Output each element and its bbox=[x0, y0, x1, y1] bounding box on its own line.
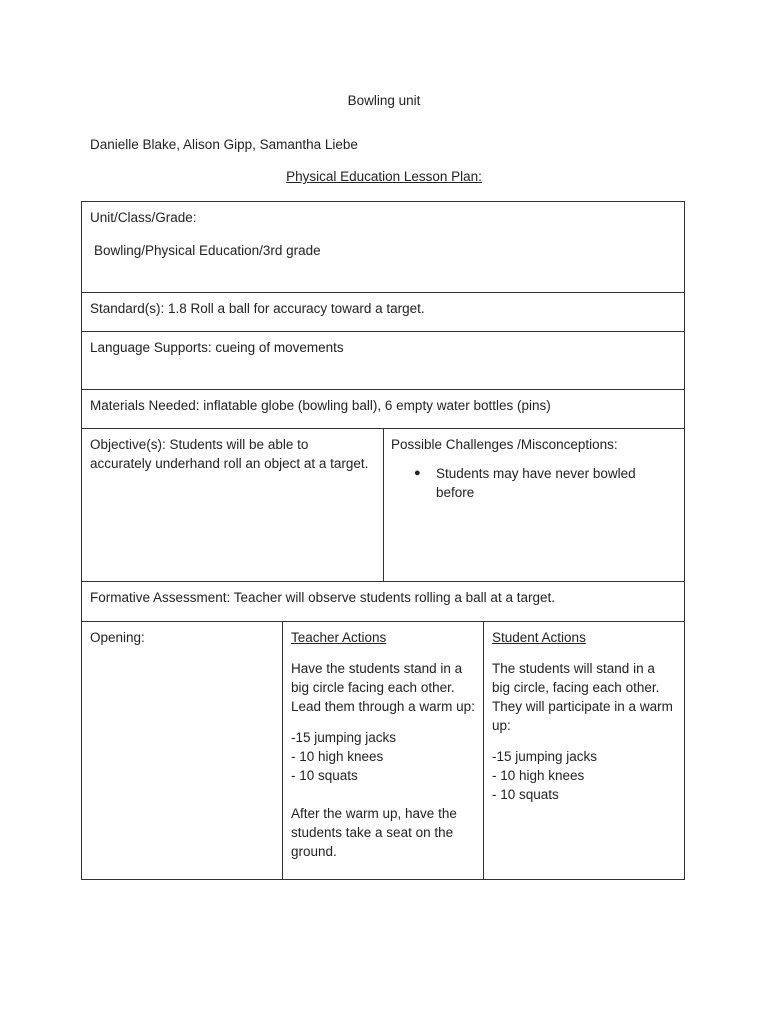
list-item: - 10 squats bbox=[492, 787, 559, 802]
standards-text: Standard(s): 1.8 Roll a ball for accuracy toward a target. bbox=[90, 301, 425, 316]
teacher-actions-followup: After the warm up, have the students take a seat on the ground. bbox=[291, 806, 457, 859]
objectives-row bbox=[81, 428, 685, 582]
unit-value: Bowling/Physical Education/3rd grade bbox=[94, 243, 321, 258]
authors: Danielle Blake, Alison Gipp, Samantha Liebe bbox=[90, 137, 358, 152]
challenges-list bbox=[391, 464, 676, 502]
formative-text: Formative Assessment: Teacher will observe students rolling a ball at a target. bbox=[90, 590, 555, 605]
opening-row bbox=[81, 621, 685, 880]
student-actions-header: Student Actions bbox=[492, 630, 586, 645]
student-actions-cell bbox=[492, 628, 676, 804]
teacher-actions-text: Have the students stand in a big circle facing each other. Lead them through a warm up: bbox=[291, 661, 475, 714]
list-item: -15 jumping jacks bbox=[291, 730, 397, 745]
challenges-label: Possible Challenges /Misconceptions: bbox=[391, 437, 618, 452]
language-supports-cell bbox=[81, 331, 685, 390]
document-title: Bowling unit bbox=[347, 93, 421, 108]
teacher-actions-cell bbox=[291, 628, 476, 861]
column-divider bbox=[282, 622, 283, 879]
standards-cell bbox=[81, 292, 685, 332]
materials-cell bbox=[81, 389, 685, 429]
teacher-actions-header: Teacher Actions bbox=[291, 630, 387, 645]
materials-text: Materials Needed: inflatable globe (bowling ball), 6 empty water bottles (pins) bbox=[90, 398, 551, 413]
formative-cell bbox=[81, 581, 685, 622]
list-item: - 10 high knees bbox=[291, 749, 384, 764]
column-divider bbox=[383, 429, 384, 581]
unit-label: Unit/Class/Grade: bbox=[90, 210, 197, 225]
language-supports-text: Language Supports: cueing of movements bbox=[90, 340, 344, 355]
list-item: - 10 squats bbox=[291, 768, 358, 783]
plan-title: Physical Education Lesson Plan: bbox=[286, 169, 482, 184]
list-item: -15 jumping jacks bbox=[492, 749, 598, 764]
objectives-text: Objective(s): Students will be able to accurately underhand roll an object at a target. bbox=[90, 437, 369, 471]
column-divider bbox=[483, 622, 484, 879]
student-actions-text: The students will stand in a big circle, facing each other. They will participate in a warm up: bbox=[492, 661, 673, 733]
list-item: - 10 high knees bbox=[492, 768, 585, 783]
opening-label: Opening: bbox=[90, 630, 145, 645]
unit-cell bbox=[81, 201, 685, 293]
list-item: ● Students may have never bowled before bbox=[436, 464, 676, 502]
